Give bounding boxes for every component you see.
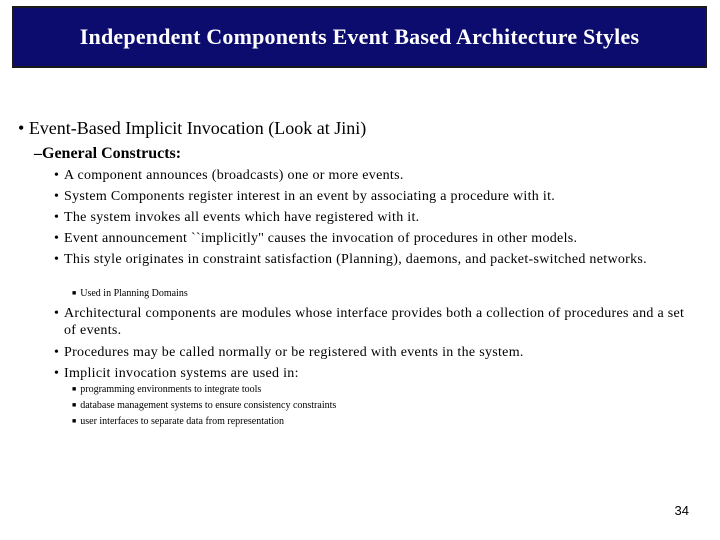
bullet-item: • Procedures may be called normally or be registered with events in the system. [54,345,524,360]
square-bullet-icon: ■ [72,401,77,409]
bullet-item: • This style originates in constraint satisfaction (Planning), daemons, and packet-switched networks. [54,252,647,267]
square-bullet-icon: ■ [72,289,77,297]
square-bullet-icon: ■ [72,385,77,393]
sub-bullet-item: ■ database management systems to ensure consistency constraints [72,400,337,411]
bullet-item: • Architectural components are modules whose interface provides both a collection of procedures and a set of events. [54,306,685,338]
bullet-item: • Event announcement ``implicitly'' causes the invocation of procedures in other models. [54,231,578,246]
sub-bullet-item: ■ Used in Planning Domains [72,288,188,299]
title-bar [12,6,707,68]
level2-heading: –General Constructs: [34,145,182,162]
square-bullet-icon: ■ [72,417,77,425]
sub-bullet-item: ■ user interfaces to separate data from representation [72,416,285,427]
slide-title: Independent Components Event Based Architecture Styles [79,24,640,49]
level1-text: Event-Based Implicit Invocation (Look at Jini) [28,118,367,138]
bullet-item: • The system invokes all events which have registered with it. [54,210,420,225]
bullet-item: • System Components register interest in an event by associating a procedure with it. [54,189,556,204]
bullet-item: • Implicit invocation systems are used in: [54,366,299,381]
page-number: 34 [674,503,689,518]
level1-bullet: • Event-Based Implicit Invocation (Look at Jini) [18,118,367,138]
sub-bullet-item: ■ programming environments to integrate tools [72,384,262,395]
bullet-item: • A component announces (broadcasts) one or more events. [54,168,404,183]
level2-text: General Constructs: [42,145,182,162]
